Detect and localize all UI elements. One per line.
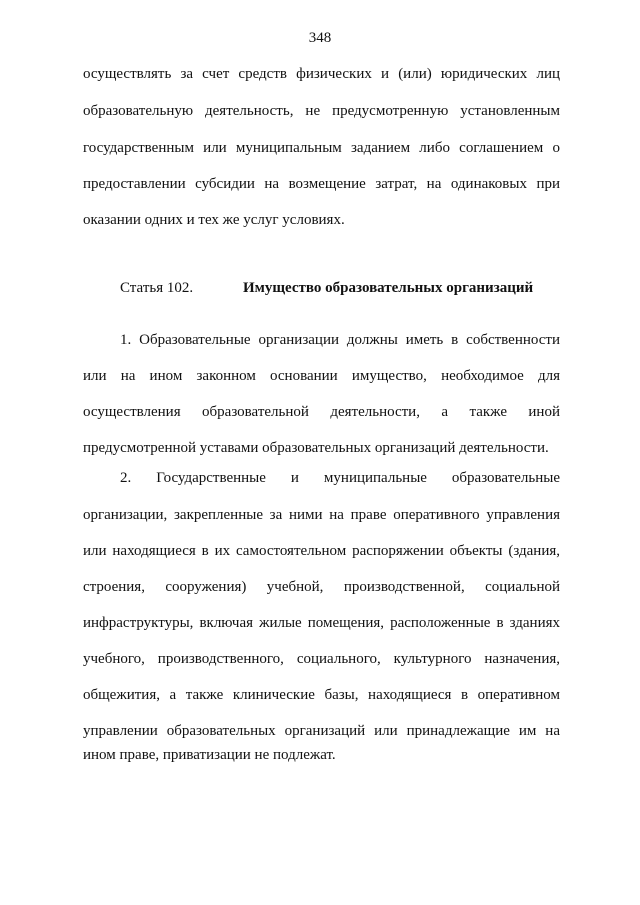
paragraph-line: 2. Государственные и муниципальные образовательные [120,470,560,486]
article-title: Имущество образовательных организаций [243,280,534,296]
intro-line: оказании одних и тех же услуг условиях. [83,212,345,228]
paragraph-line: ином праве, приватизации не подлежат. [83,747,336,763]
paragraph-line: учебного, производственного, социального, культурного назначения, [83,651,560,667]
intro-line: предоставлении субсидии на возмещение затрат, на одинаковых при [83,176,560,192]
intro-line: государственным или муниципальным заданием либо соглашением о [83,140,560,156]
article-heading [120,278,560,298]
intro-line: образовательную деятельность, не предусмотренную установленным [83,103,560,119]
paragraph-line: общежития, а также клинические базы, находящиеся в оперативном [83,687,560,703]
page-number: 348 [308,30,332,46]
paragraph-line: управлении образовательных организаций или принадлежащие им на [83,723,560,739]
paragraph-line: или находящиеся в их самостоятельном распоряжении объекты (здания, [83,543,560,559]
paragraph-line: предусмотренной уставами образовательных организаций деятельности. [83,440,549,456]
paragraph-line: организации, закрепленные за ними на праве оперативного управления [83,507,560,523]
paragraph-line: строения, сооружения) учебной, производственной, социальной [83,579,560,595]
intro-line: осуществлять за счет средств физических и (или) юридических лиц [83,66,560,82]
paragraph-line: или на ином законном основании имущество, необходимое для [83,368,560,384]
paragraph-line: осуществления образовательной деятельности, а также иной [83,404,560,420]
article-number: Статья 102. [120,280,194,296]
paragraph-line: инфраструктуры, включая жилые помещения, расположенные в зданиях [83,615,560,631]
paragraph-line: 1. Образовательные организации должны иметь в собственности [120,332,560,348]
